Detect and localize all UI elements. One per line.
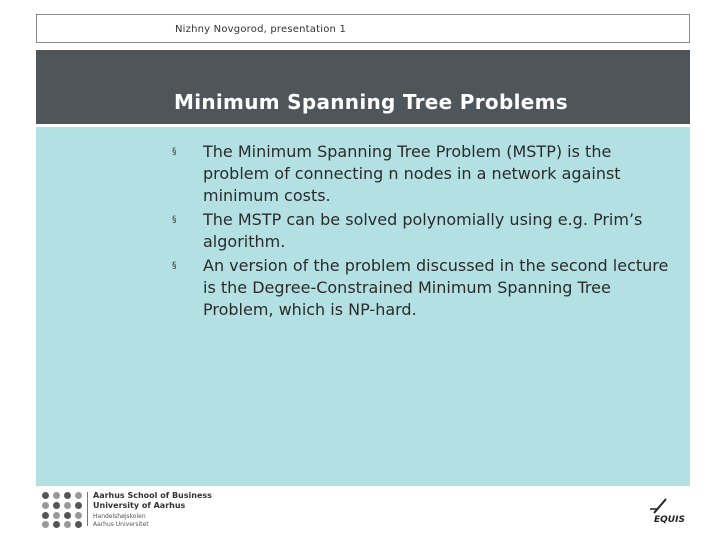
school-name: Aarhus School of Business (93, 491, 212, 500)
dot-grid-icon (40, 490, 84, 528)
school-logo (40, 490, 240, 530)
equis-logo (644, 493, 690, 533)
bullet-item (172, 141, 672, 207)
bullet-marker-icon: § (172, 215, 177, 225)
bullet-item (172, 255, 672, 321)
logo-divider (87, 492, 88, 526)
bullet-list (172, 141, 672, 323)
bullet-marker-icon: § (172, 261, 177, 271)
bullet-marker-icon: § (172, 147, 177, 157)
university-name: University of Aarhus (93, 501, 186, 510)
header-box (36, 14, 690, 43)
equis-mark-icon (644, 493, 690, 517)
slide-title: Minimum Spanning Tree Problems (174, 90, 568, 114)
school-name-danish: Handelshøjskolen (93, 513, 146, 520)
header-text: Nizhny Novgorod, presentation 1 (175, 24, 347, 35)
content-area (36, 127, 690, 486)
bullet-text: The MSTP can be solved polynomially using e.g. Prim’s algorithm. (203, 210, 643, 251)
title-band (36, 50, 690, 124)
bullet-text: An version of the problem discussed in the second lecture is the Degree-Constrained Minimum Spanning Tree Problem, which is NP-hard. (203, 256, 669, 319)
university-name-danish: Aarhus Universitet (93, 521, 149, 528)
bullet-item (172, 209, 672, 253)
equis-label: EQUIS (654, 515, 685, 525)
bullet-text: The Minimum Spanning Tree Problem (MSTP) is the problem of connecting n nodes in a network against minimum costs. (203, 142, 621, 205)
